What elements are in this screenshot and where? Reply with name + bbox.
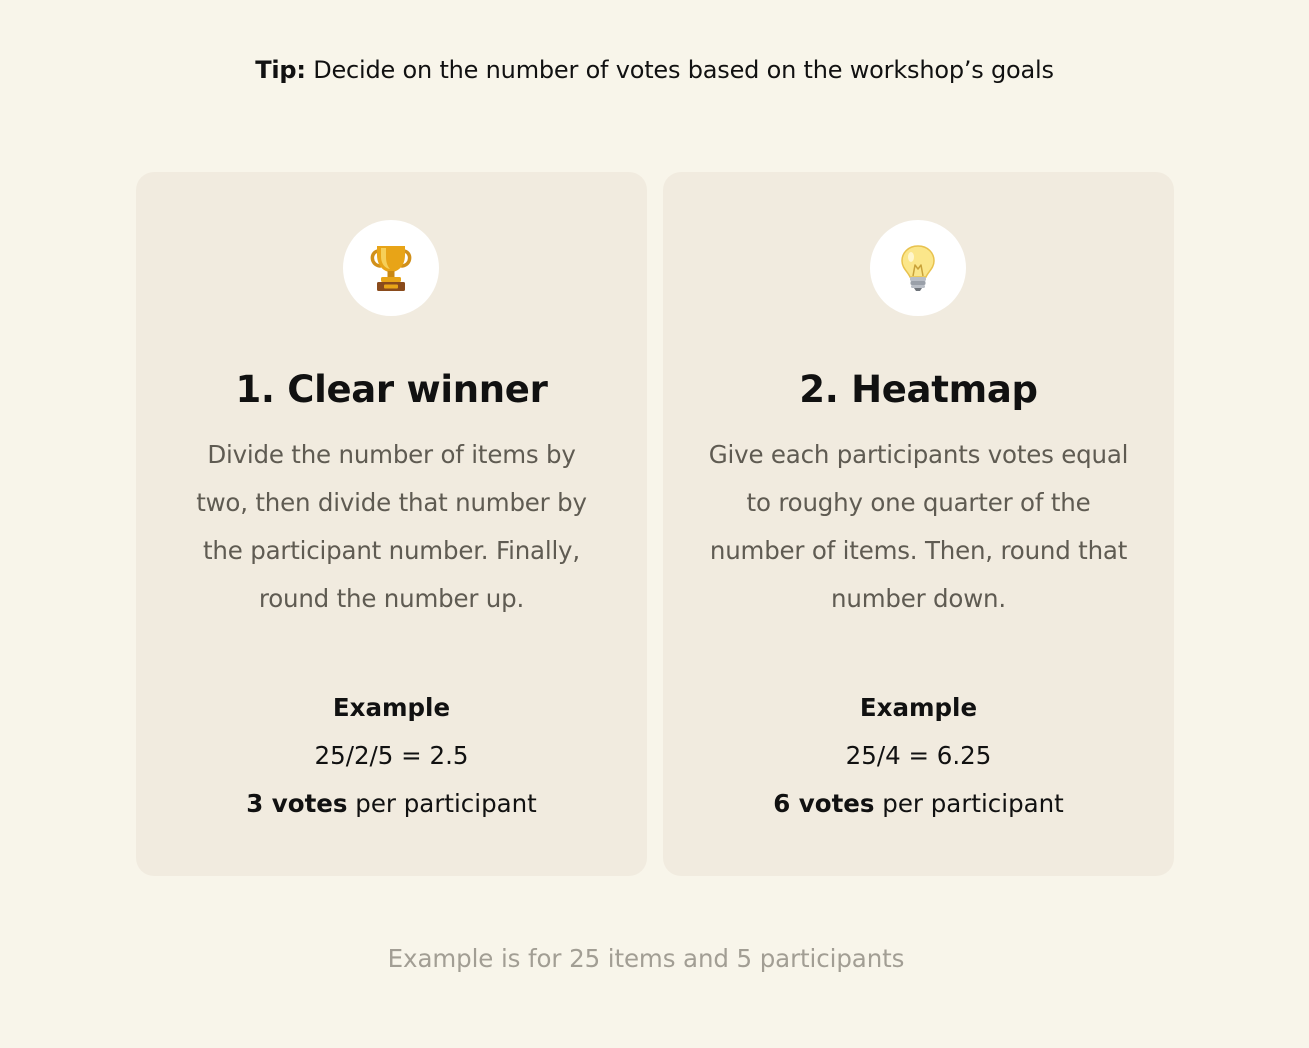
example-heading: Example — [332, 693, 451, 722]
lightbulb-icon — [898, 243, 938, 293]
example-formula: 25/4 = 6.25 — [845, 741, 992, 770]
trophy-icon — [367, 243, 415, 293]
result-votes: 3 votes — [246, 789, 348, 818]
card-clear-winner — [136, 172, 647, 876]
card-title: 2. Heatmap — [799, 368, 1038, 411]
card-description: Give each participants votes equal to roughy one quarter of the number of items. Then, round that number down. — [708, 440, 1129, 613]
strategy-cards — [136, 172, 1174, 876]
example-result — [663, 785, 1174, 823]
card-heatmap — [663, 172, 1174, 876]
card-description: Divide the number of items by two, then divide that number by the participant number. Finally, round the number up. — [196, 440, 587, 613]
tip-line — [0, 52, 1309, 88]
icon-circle — [870, 220, 966, 316]
result-suffix: per participant — [347, 789, 537, 818]
result-votes: 6 votes — [773, 789, 875, 818]
card-title: 1. Clear winner — [235, 368, 548, 411]
result-suffix: per participant — [874, 789, 1064, 818]
example-heading: Example — [859, 693, 978, 722]
tip-label: Tip: — [255, 56, 306, 84]
footnote: Example is for 25 items and 5 participants — [387, 944, 905, 973]
example-formula: 25/2/5 = 2.5 — [314, 741, 469, 770]
tip-text: Decide on the number of votes based on the workshop’s goals — [305, 56, 1054, 84]
example-result — [136, 785, 647, 823]
icon-circle — [343, 220, 439, 316]
